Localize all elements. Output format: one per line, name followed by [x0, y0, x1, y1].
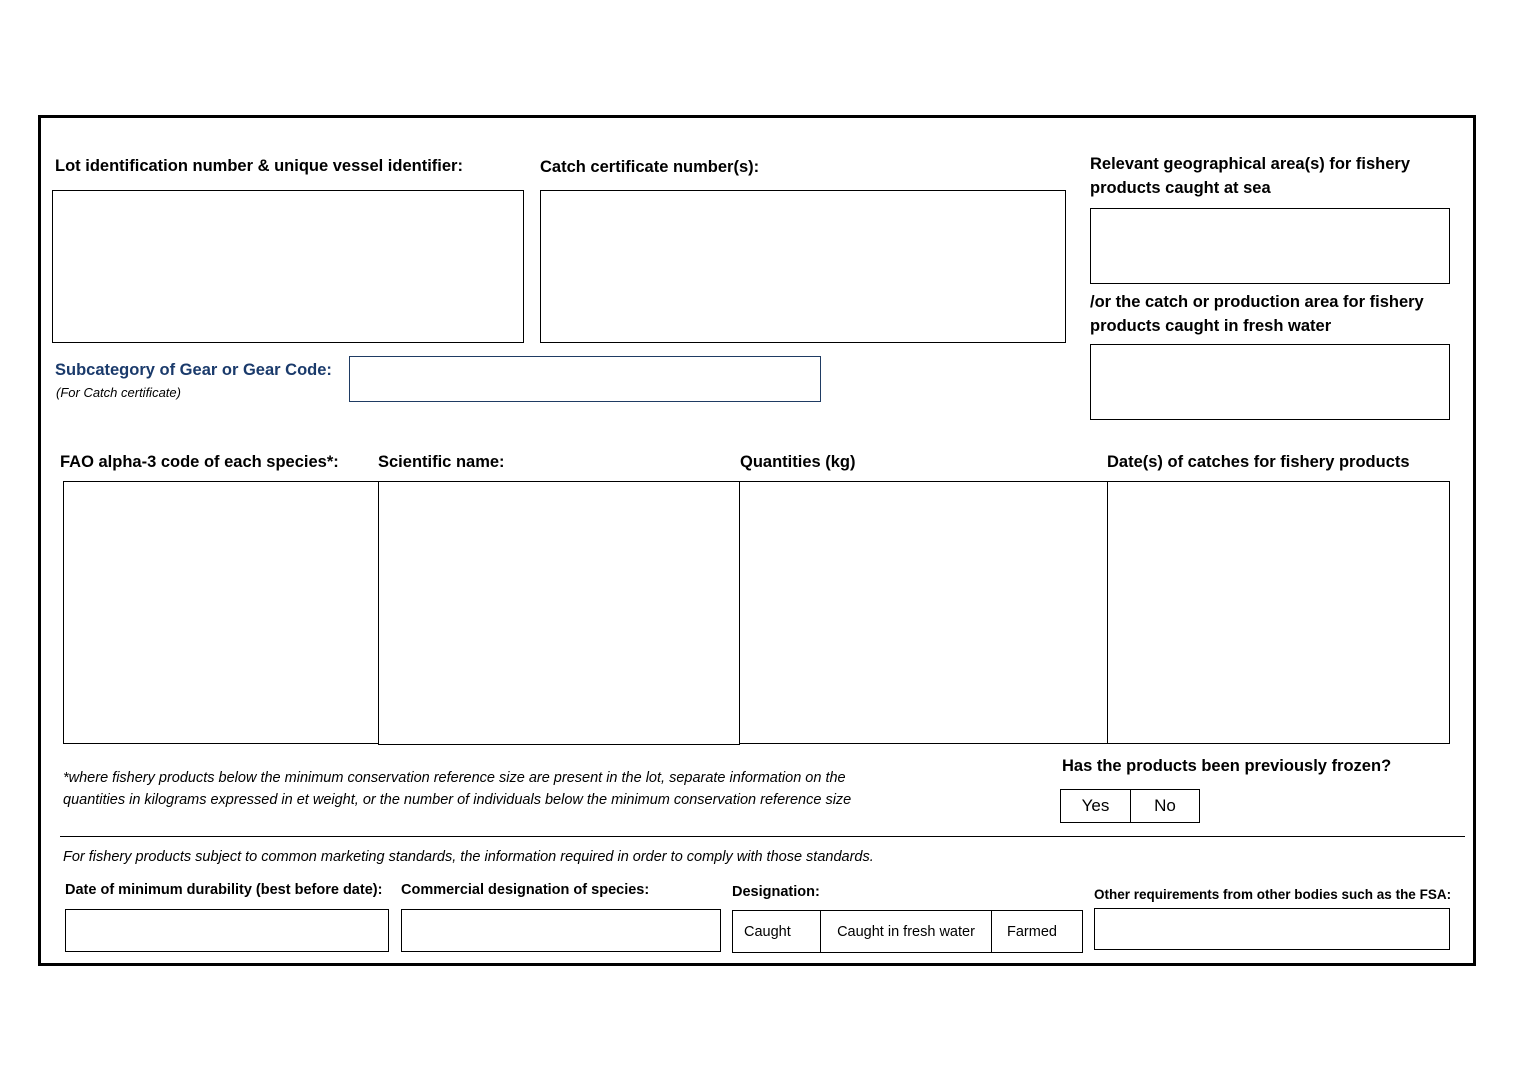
other-requirements-field[interactable]: [1094, 908, 1450, 950]
designation-label: Designation:: [732, 884, 820, 900]
scientific-name-label: Scientific name:: [378, 453, 505, 471]
fao-code-field[interactable]: [63, 481, 379, 744]
gear-code-label: Subcategory of Gear or Gear Code:: [55, 361, 332, 379]
durability-date-label: Date of minimum durability (best before date):: [65, 882, 383, 898]
minimum-size-footnote: *where fishery products below the minimum conservation reference size are present in the lot, separate information on the quantities in kilograms expressed in et weight, or the number of individuals below the minimum conservation reference size: [63, 770, 852, 808]
marketing-standards-note: For fishery products subject to common marketing standards, the information required in order to comply with those standards.: [63, 849, 874, 865]
durability-date-field[interactable]: [65, 909, 389, 952]
designation-caught-option[interactable]: Caught: [732, 910, 821, 953]
lot-id-label: Lot identification number & unique vessel identifier:: [55, 157, 463, 175]
gear-code-sublabel: (For Catch certificate): [56, 385, 181, 400]
catch-certificate-label: Catch certificate number(s):: [540, 158, 760, 176]
geo-area-sea-field[interactable]: [1090, 208, 1450, 284]
commercial-designation-label: Commercial designation of species:: [401, 882, 650, 898]
commercial-designation-field[interactable]: [401, 909, 721, 952]
fao-code-label: FAO alpha-3 code of each species*:: [60, 453, 339, 471]
lot-id-field[interactable]: [52, 190, 524, 343]
scientific-name-field[interactable]: [378, 481, 740, 745]
frozen-no-option[interactable]: No: [1130, 789, 1200, 823]
catch-area-fresh-water-field[interactable]: [1090, 344, 1450, 420]
other-requirements-label: Other requirements from other bodies such as the FSA:: [1094, 887, 1452, 902]
designation-farmed-option[interactable]: Farmed: [991, 910, 1083, 953]
frozen-question-label: Has the products been previously frozen?: [1062, 757, 1392, 775]
section-divider: [60, 836, 1465, 837]
frozen-yes-option[interactable]: Yes: [1060, 789, 1131, 823]
catch-certificate-field[interactable]: [540, 190, 1066, 343]
quantities-field[interactable]: [739, 481, 1108, 744]
catch-dates-field[interactable]: [1107, 481, 1450, 744]
catch-dates-label: Date(s) of catches for fishery products: [1107, 453, 1410, 471]
catch-area-fresh-water-label: /or the catch or production area for fishery products caught in fresh water: [1090, 293, 1424, 335]
designation-fresh-water-option[interactable]: Caught in fresh water: [820, 910, 992, 953]
gear-code-field[interactable]: [349, 356, 821, 402]
geo-area-sea-label: Relevant geographical area(s) for fishery products caught at sea: [1090, 155, 1411, 197]
quantities-label: Quantities (kg): [740, 453, 856, 471]
